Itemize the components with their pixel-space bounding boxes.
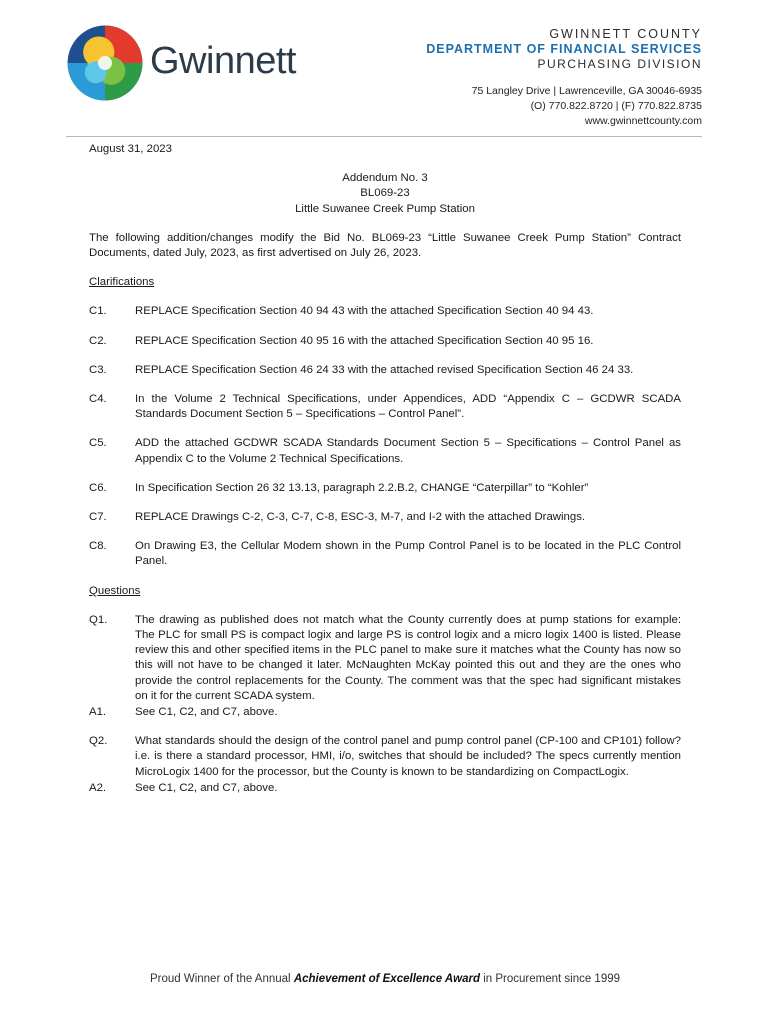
phone-fax: (O) 770.822.8720 | (F) 770.822.8735	[530, 100, 702, 112]
question-label: Q2.	[89, 735, 108, 748]
footer-tagline	[0, 973, 770, 985]
item-text: ADD the attached GCDWR SCADA Standards Document Section 5 – Specifications – Control Panel as Appendix C to the Volume 2 Technical Specifications.	[135, 437, 681, 465]
list-item	[89, 304, 681, 319]
item-label: C4.	[89, 393, 107, 406]
footer-text-after: in Procurement since 1999	[480, 973, 621, 985]
item-label: C3.	[89, 363, 107, 376]
addendum-title	[89, 171, 681, 217]
title-line-1: Addendum No. 3	[342, 172, 428, 185]
answer-text: See C1, C2, and C7, above.	[135, 781, 278, 794]
item-label: C7.	[89, 511, 107, 524]
division-name: PURCHASING DIVISION	[537, 57, 702, 71]
answer-label: A2.	[89, 781, 107, 794]
address: 75 Langley Drive | Lawrenceville, GA 30046-6935	[471, 85, 702, 97]
list-item	[89, 363, 681, 378]
item-label: C8.	[89, 540, 107, 553]
letter-date: August 31, 2023	[89, 143, 172, 155]
website-link[interactable]: www.gwinnettcounty.com	[584, 115, 702, 127]
footer-text-before: Proud Winner of the Annual	[149, 973, 294, 985]
item-text: REPLACE Specification Section 40 95 16 with the attached Specification Section 40 95 16.	[135, 334, 594, 347]
county-name: GWINNETT COUNTY	[549, 27, 702, 41]
item-text: REPLACE Specification Section 46 24 33 with the attached revised Specification Section 46 24 33.	[135, 363, 634, 376]
item-label: C6.	[89, 481, 107, 494]
clarifications-heading: Clarifications	[89, 276, 155, 289]
question-label: Q1.	[89, 613, 108, 626]
title-line-3: Little Suwanee Creek Pump Station	[295, 202, 475, 215]
answer-item	[89, 781, 681, 796]
list-item	[89, 539, 681, 569]
title-line-2: BL069-23	[360, 187, 410, 200]
question-text: The drawing as published does not match what the County currently does at pump stations for example: The PLC for small PS is compact logix and large PS is control logix and a micro logix 1400 is listed. Please review this and other specified items in the PLC panel to make sure it matches what the County has now so this will not have to be changed it later. McNaughten McKay pointed this out and they are the ones who provide the control replacements for the County. The comment was that the spec had significant mistakes on it for the current SCADA system.	[135, 613, 681, 702]
item-text: In the Volume 2 Technical Specifications, under Appendices, ADD “Appendix C – GCDWR SCADA Standards Document Section 5 – Specifications – Control Panel”.	[135, 393, 681, 421]
question-text: What standards should the design of the control panel and pump control panel (CP-100 and CP101) follow? i.e. is there a standard processor, HMI, i/o, switches that should be included? The specs currently mention MicroLogix 1400 for the processor, but the County is known to be standardizing on CompactLogix.	[135, 735, 681, 778]
list-item	[89, 510, 681, 525]
item-text: REPLACE Specification Section 40 94 43 with the attached Specification Section 40 94 43.	[135, 305, 594, 318]
list-item	[89, 481, 681, 496]
department-block	[426, 27, 702, 71]
item-label: C5.	[89, 437, 107, 450]
brand-wordmark: Gwinnett	[150, 40, 296, 82]
letter-body	[89, 140, 681, 796]
item-text: In Specification Section 26 32 13.13, paragraph 2.2.B.2, CHANGE “Caterpillar” to “Kohler”	[135, 481, 589, 494]
header-divider	[66, 136, 702, 137]
item-label: C1.	[89, 305, 107, 318]
item-text: REPLACE Drawings C-2, C-3, C-7, C-8, ESC-3, M-7, and I-2 with the attached Drawings.	[135, 511, 586, 524]
list-item	[89, 334, 681, 349]
gwinnett-logo	[66, 24, 144, 102]
questions-heading: Questions	[89, 584, 141, 597]
answer-item	[89, 705, 681, 720]
answer-text: See C1, C2, and C7, above.	[135, 706, 278, 719]
department-name: DEPARTMENT OF FINANCIAL SERVICES	[426, 42, 702, 56]
footer-award-name: Achievement of Excellence Award	[293, 973, 481, 985]
question-item	[89, 734, 681, 780]
list-item	[89, 392, 681, 422]
intro-paragraph: The following addition/changes modify the Bid No. BL069-23 “Little Suwanee Creek Pump Station” Contract Documents, dated July, 2023, as first advertised on July 26, 2023.	[89, 231, 681, 260]
question-item	[89, 613, 681, 704]
item-label: C2.	[89, 334, 107, 347]
answer-label: A1.	[89, 706, 107, 719]
list-item	[89, 436, 681, 466]
contact-block	[472, 84, 702, 129]
item-text: On Drawing E3, the Cellular Modem shown in the Pump Control Panel is to be located in the PLC Control Panel.	[135, 540, 681, 568]
